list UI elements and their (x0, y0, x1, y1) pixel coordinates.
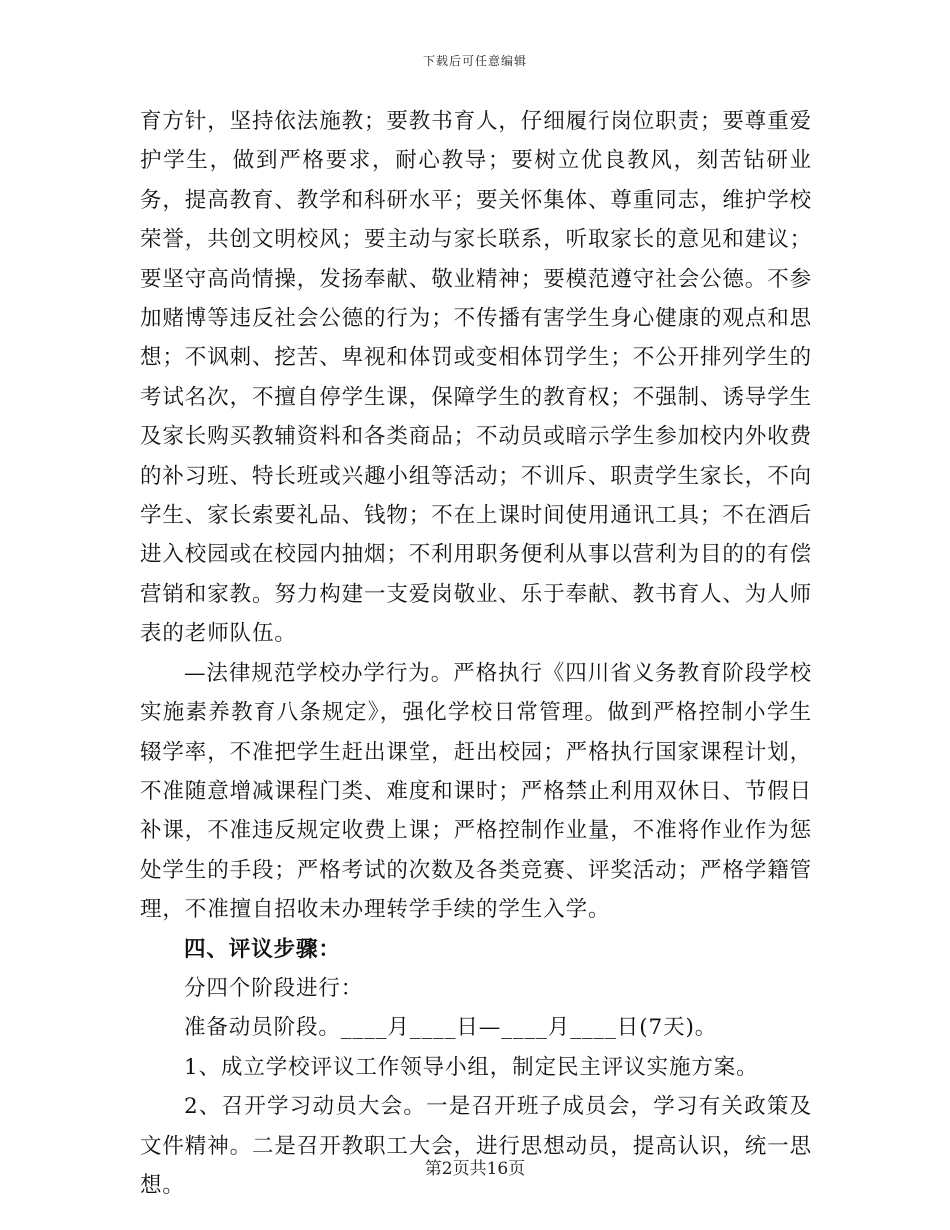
section-heading-review-steps: 四、评议步骤： (184, 936, 341, 962)
list-item-1: 1、成立学校评议工作领导小组，制定民主评议实施方案。 (184, 1054, 759, 1080)
page-footer: 第2页共16页 (424, 1159, 526, 1179)
paragraph-four-stages: 分四个阶段进行： (184, 975, 364, 1001)
page-header: 下载后可任意编辑 (422, 54, 527, 68)
paragraph-school-regulation: —法律规范学校办学行为。严格执行《四川省义务教育阶段学校实施素养教育八条规定》，强化学校日常管理。做到严格控制小学生辍学率，不准把学生赶出课堂，赶出校园；严格执行国家课程计划，不准随意增减课程门类、难度和课时；严格禁止利用双休日、节假日补课，不准违反规定收费上课；严格控制作业量，不准将作业作为惩处学生的手段；严格考试的次数及各类竞赛、评奖活动；严格学籍管理，不准擅自招收未办理转学手续的学生入学。 (140, 660, 813, 923)
document-body (140, 102, 812, 1205)
paragraph-teacher-conduct: 育方针，坚持依法施教；要教书育人，仔细履行岗位职责；要尊重爱护学生，做到严格要求，耐心教导；要树立优良教风，刻苦钻研业务，提高教育、教学和科研水平；要关怀集体、尊重同志，维护学校荣誉，共创文明校风；要主动与家长联系，听取家长的意见和建议；要坚守高尚情操，发扬奉献、敬业精神；要模范遵守社会公德。不参加赌博等违反社会公德的行为；不传播有害学生身心健康的观点和思想；不讽刺、挖苦、卑视和体罚或变相体罚学生；不公开排列学生的考试名次，不擅自停学生课，保障学生的教育权；不强制、诱导学生及家长购买教辅资料和各类商品；不动员或暗示学生参加校内外收费的补习班、特长班或兴趣小组等活动；不训斥、职责学生家长，不向学生、家长索要礼品、钱物；不在上课时间使用通讯工具；不在酒后进入校园或在校园内抽烟；不利用职务便利从事以营利为目的的有偿营销和家教。努力构建一支爱岗敬业、乐于奉献、教书育人、为人师表的老师队伍。 (140, 109, 813, 647)
paragraph-preparation-stage: 准备动员阶段。____月____日—____月____日(7天)。 (184, 1015, 718, 1041)
list-item-2: 2、召开学习动员大会。一是召开班子成员会，学习有关政策及文件精神。二是召开教职工大会，进行思想动员，提高认识，统一思想。 (140, 1094, 813, 1198)
